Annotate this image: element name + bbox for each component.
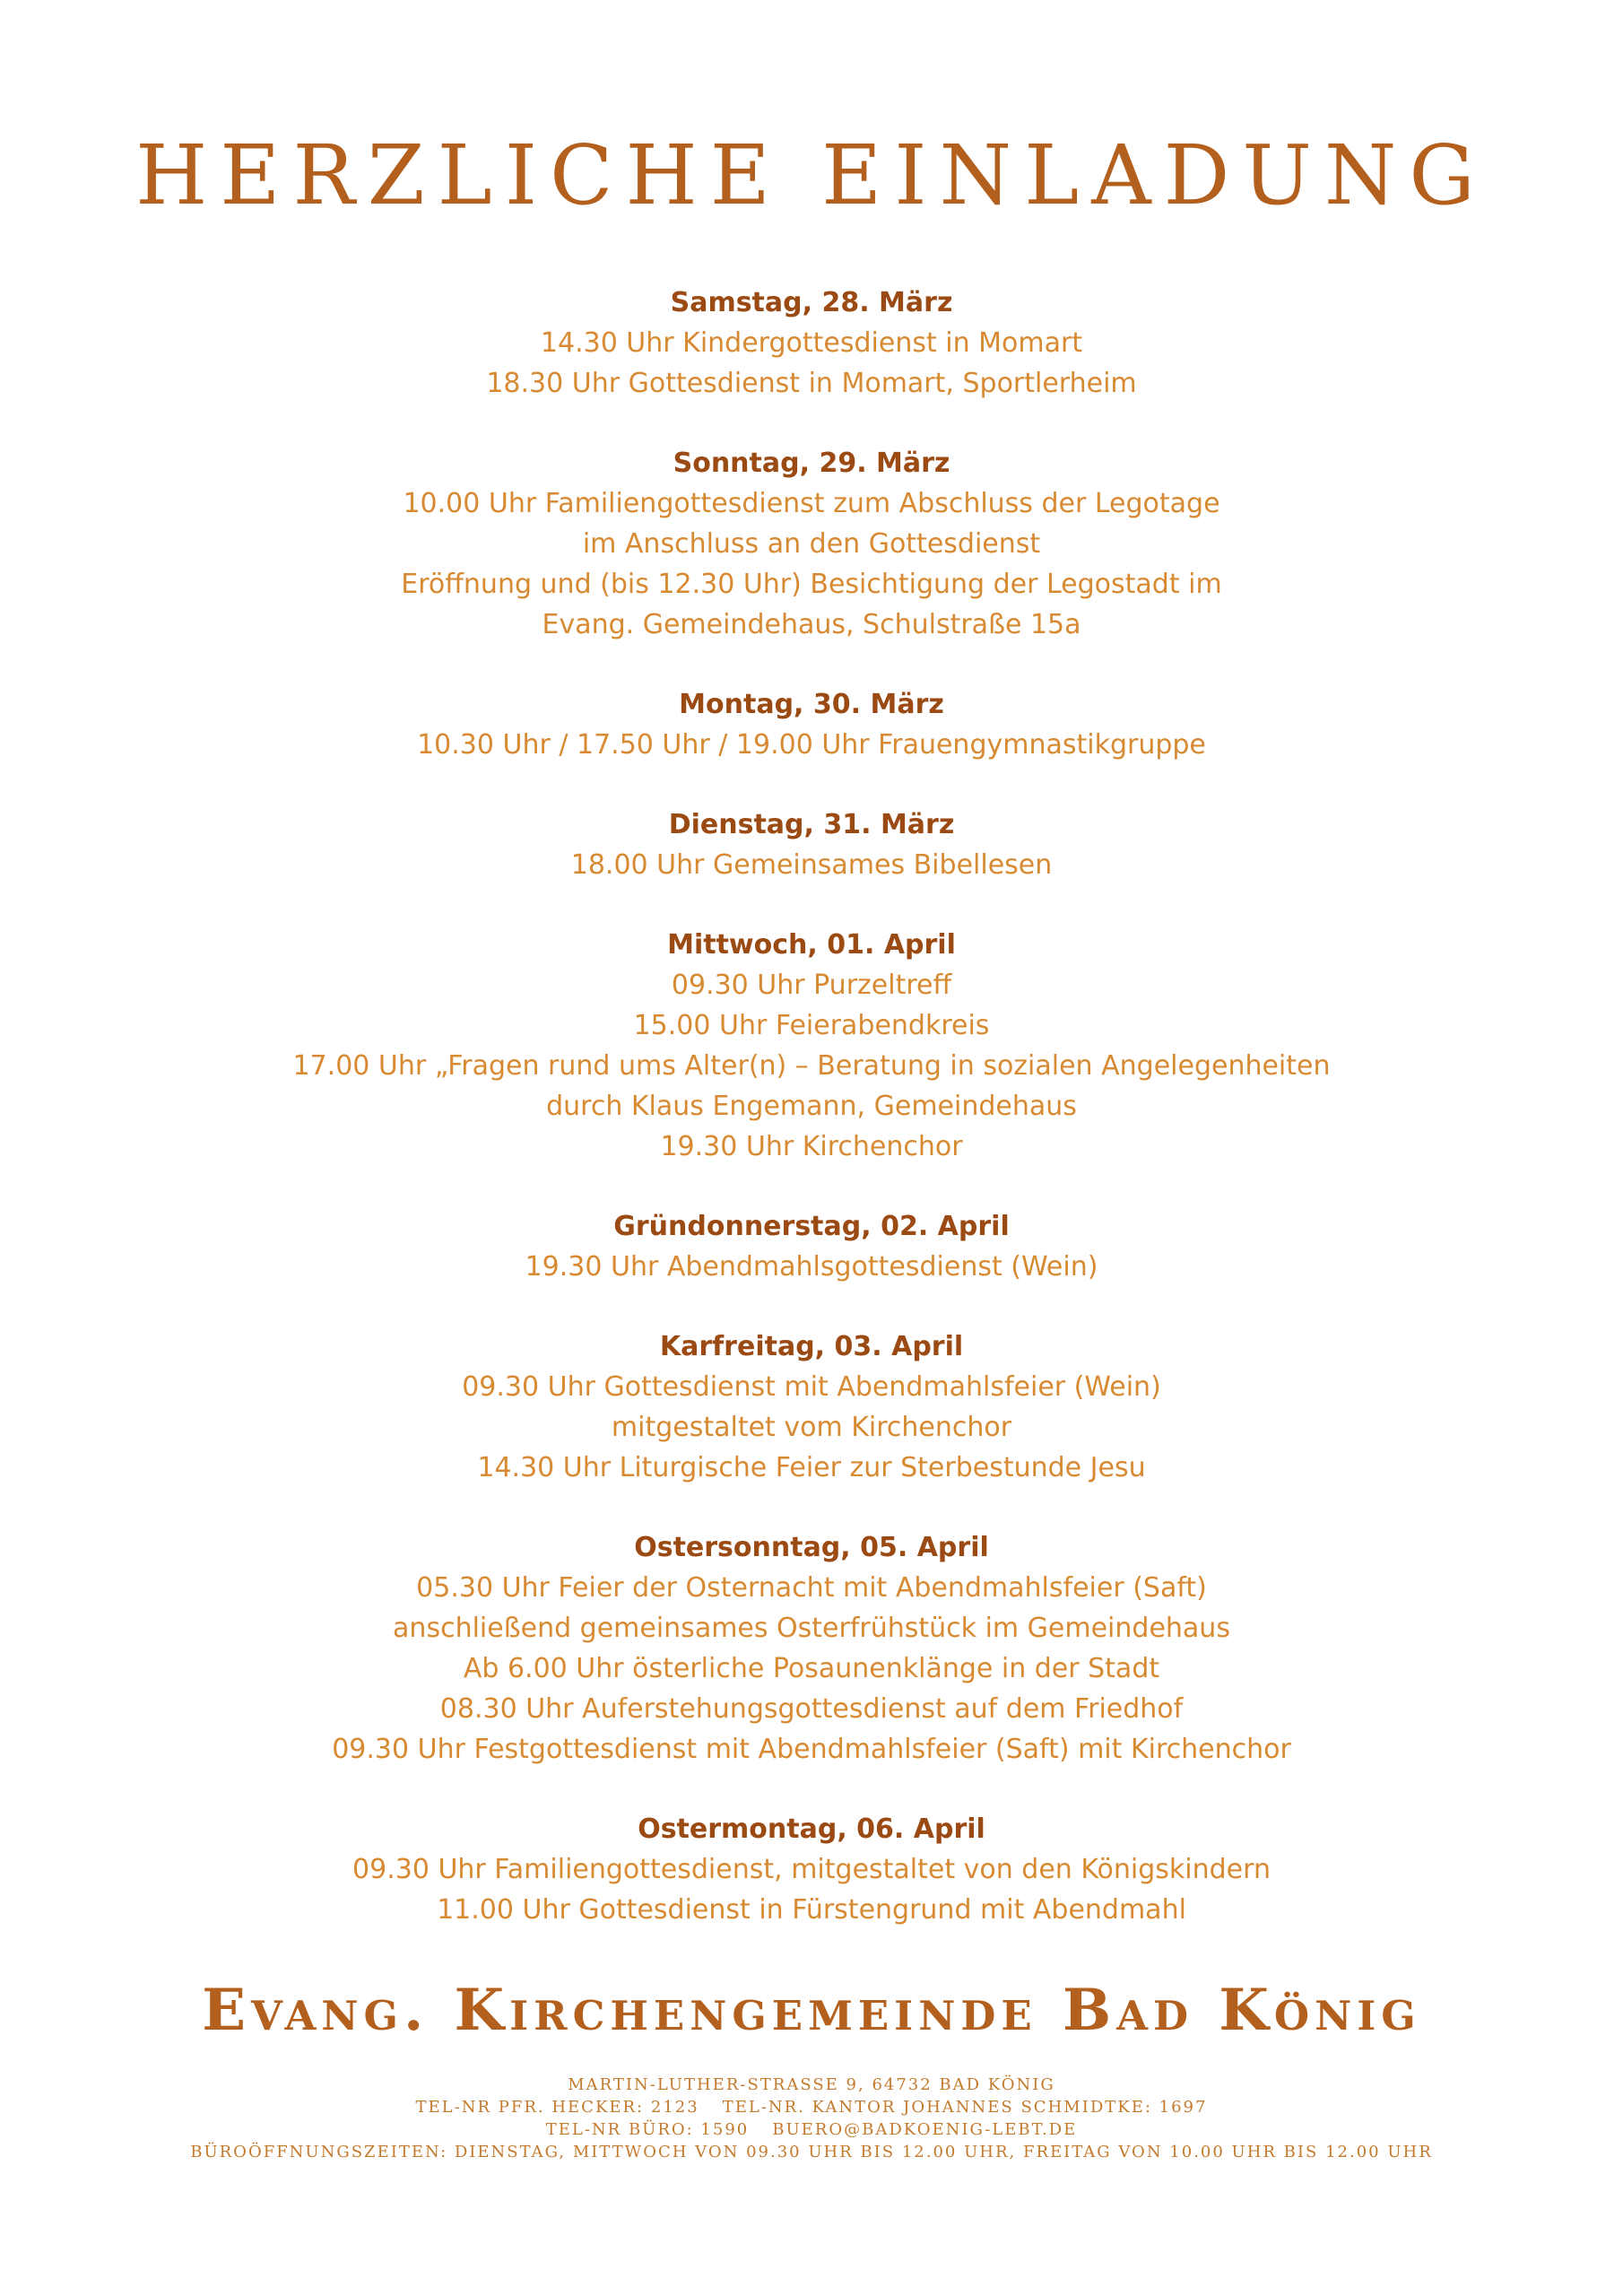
day-heading: Ostersonntag, 05. April [634, 1532, 989, 1563]
page-title: HERZLICHE EINLADUNG [135, 127, 1488, 223]
day-heading: Sonntag, 29. März [673, 448, 950, 479]
office-line [0, 2118, 1623, 2141]
event-line: 10.30 Uhr / 17.50 Uhr / 19.00 Uhr Frauengymnastikgruppe [417, 729, 1206, 761]
address: MARTIN-LUTHER-STRASSE 9, 64732 BAD KÖNIG [568, 2075, 1055, 2094]
office-hours: BÜROÖFFNUNGSZEITEN: DIENSTAG, MITTWOCH VON 09.30 UHR BIS 12.00 UHR, FREITAG VON 10.00 UHR BIS 12.00 UHR [190, 2143, 1433, 2161]
event-line: Ab 6.00 Uhr österliche Posaunenklänge in der Stadt [463, 1653, 1160, 1684]
day-heading: Dienstag, 31. März [668, 809, 955, 840]
event-line: 18.00 Uhr Gemeinsames Bibellesen [570, 849, 1053, 881]
day-block [0, 684, 1623, 765]
phone-office: TEL-NR BÜRO: 1590 [545, 2120, 750, 2139]
event-line: 19.30 Uhr Abendmahlsgottesdienst (Wein) [525, 1251, 1098, 1283]
event-line: 09.30 Uhr Familiengottesdienst, mitgestaltet von den Königskindern [352, 1854, 1271, 1885]
event-line: 14.30 Uhr Liturgische Feier zur Sterbestunde Jesu [477, 1452, 1146, 1483]
day-heading: Samstag, 28. März [670, 287, 953, 318]
day-heading: Karfreitag, 03. April [659, 1331, 964, 1362]
day-block [0, 443, 1623, 645]
day-block [0, 1809, 1623, 1930]
day-block [0, 925, 1623, 1167]
event-line: mitgestaltet vom Kirchenchor [611, 1412, 1012, 1443]
email-link[interactable]: BUERO@BADKOENIG-LEBT.DE [772, 2120, 1078, 2139]
event-line: Evang. Gemeindehaus, Schulstraße 15a [542, 609, 1081, 640]
event-line: 19.30 Uhr Kirchenchor [660, 1131, 963, 1162]
day-heading: Mittwoch, 01. April [667, 929, 956, 961]
event-line: durch Klaus Engemann, Gemeindehaus [546, 1091, 1077, 1122]
event-line: 10.00 Uhr Familiengottesdienst zum Abschluss der Legotage [403, 488, 1220, 519]
event-line: 08.30 Uhr Auferstehungsgottesdienst auf dem Friedhof [439, 1693, 1184, 1725]
event-line: 09.30 Uhr Purzeltreff [671, 970, 952, 1001]
day-block [0, 1326, 1623, 1488]
event-line: 14.30 Uhr Kindergottesdienst in Momart [540, 327, 1083, 359]
schedule [0, 283, 1623, 1970]
event-line: 05.30 Uhr Feier der Osternacht mit Abendmahlsfeier (Saft) [416, 1572, 1207, 1604]
event-line: 09.30 Uhr Festgottesdienst mit Abendmahlsfeier (Saft) mit Kirchenchor [332, 1734, 1291, 1765]
event-line: 15.00 Uhr Feierabendkreis [633, 1010, 990, 1041]
phone-line [0, 2096, 1623, 2118]
day-block [0, 804, 1623, 885]
event-line: 11.00 Uhr Gottesdienst in Fürstengrund mit Abendmahl [437, 1894, 1186, 1926]
day-heading: Montag, 30. März [679, 689, 944, 720]
event-line: 09.30 Uhr Gottesdienst mit Abendmahlsfeier (Wein) [462, 1371, 1161, 1403]
organization-name: Evang. Kirchengemeinde Bad König [202, 1977, 1421, 2044]
event-line: 18.30 Uhr Gottesdienst in Momart, Sportlerheim [486, 368, 1137, 399]
phone-pastor: TEL-NR PFR. HECKER: 2123 [415, 2098, 699, 2117]
day-block [0, 1206, 1623, 1287]
day-heading: Gründonnerstag, 02. April [613, 1211, 1010, 1242]
phone-kantor: TEL-NR. KANTOR JOHANNES SCHMIDTKE: 1697 [722, 2098, 1208, 2117]
contact-block [0, 2074, 1623, 2163]
event-line: im Anschluss an den Gottesdienst [582, 528, 1041, 560]
day-block [0, 1527, 1623, 1770]
event-line: anschließend gemeinsames Osterfrühstück im Gemeindehaus [393, 1613, 1230, 1644]
day-heading: Ostermontag, 06. April [638, 1813, 985, 1845]
day-block [0, 283, 1623, 404]
event-line: Eröffnung und (bis 12.30 Uhr) Besichtigung der Legostadt im [401, 569, 1222, 600]
event-line: 17.00 Uhr „Fragen rund ums Alter(n) – Beratung in sozialen Angelegenheiten [292, 1050, 1331, 1082]
